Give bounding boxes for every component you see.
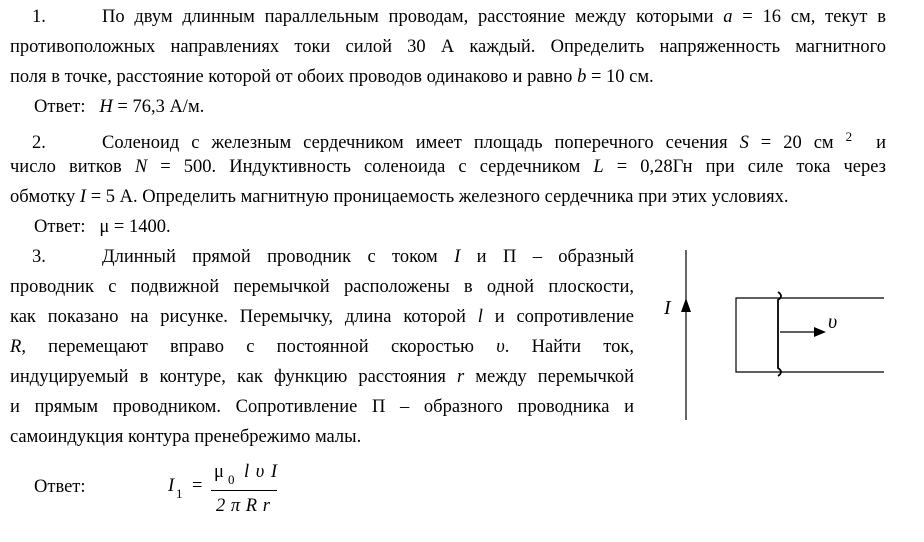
problem-3-line-6: и прямым проводником. Сопротивление П – образного проводника и xyxy=(10,397,634,417)
problem-2-line-3: обмотку I = 5 А. Определить магнитную проницаемость железного сердечника при этих условиях. xyxy=(10,187,789,207)
problem-3-line-3: как показано на рисунке. Перемычку, длина которой l и сопротивление xyxy=(10,307,634,327)
problem-2-line-2: число витков N = 500. Индуктивность соленоида с сердечником L = 0,28Гн при силе тока через xyxy=(10,157,886,177)
problem-3-number: 3. xyxy=(32,247,46,267)
formula-numerator-rest: l υ I xyxy=(244,462,278,482)
u-shaped-conductor xyxy=(736,298,884,372)
current-label: I xyxy=(664,297,671,319)
problem-3-answer-label: Ответ: xyxy=(34,477,86,497)
problem-2-answer-value: μ = 1400. xyxy=(99,217,171,237)
formula-numerator-mu: μ xyxy=(214,462,224,482)
problem-2-answer-label: Ответ: xyxy=(34,217,86,237)
problem-2-line-1: 2. Соленоид с железным сердечником имеет площадь поперечного сечения S = 20 см $^2$ и xyxy=(10,126,886,154)
conductor-figure xyxy=(650,248,910,428)
problem-2-number: 2. xyxy=(32,133,46,154)
formula-equals: = xyxy=(192,476,203,496)
problem-1-line-1: 1. По двум длинным параллельным проводам, расстояние между которыми a = 16 см, текут в xyxy=(10,6,886,28)
velocity-label: υ xyxy=(828,311,838,333)
problem-3-line-7: самоиндукция контура пренебрежимо малы. xyxy=(10,427,362,447)
problem-1-number: 1. xyxy=(32,7,46,27)
formula-numerator-subscript: 0 xyxy=(228,472,235,487)
current-arrow-icon xyxy=(681,298,691,312)
movable-bar xyxy=(778,292,781,376)
problem-3-line-5: индуцируемый в контуре, как функцию расстояния r между перемычкой xyxy=(10,367,634,387)
problem-1-line-2: противоположных направлениях токи силой 30 А каждый. Определить напряженность магнитного xyxy=(10,37,886,57)
formula-lhs-subscript: 1 xyxy=(176,486,183,501)
problem-1-answer: Ответ: H = 76,3 А/м. xyxy=(34,97,205,117)
problem-1-line-3: поля в точке, расстояние которой от обоих проводов одинаково и равно b = 10 см. xyxy=(10,67,654,87)
problem-3-line-2: проводник с подвижной перемычкой расположены в одной плоскости, xyxy=(10,277,634,297)
problem-2-answer xyxy=(34,216,171,238)
fraction-bar xyxy=(211,490,277,491)
formula-lhs: I xyxy=(168,476,175,496)
problem-1-answer-label: Ответ: xyxy=(34,97,86,117)
formula-denominator: 2 π R r xyxy=(216,496,270,516)
problem-3-line-1: 3. Длинный прямой проводник с током I и П – образный xyxy=(10,246,634,268)
problem-3-line-4: R, перемещают вправо с постоянной скоростью υ. Найти ток, xyxy=(10,337,634,357)
velocity-arrow-icon xyxy=(814,327,826,337)
